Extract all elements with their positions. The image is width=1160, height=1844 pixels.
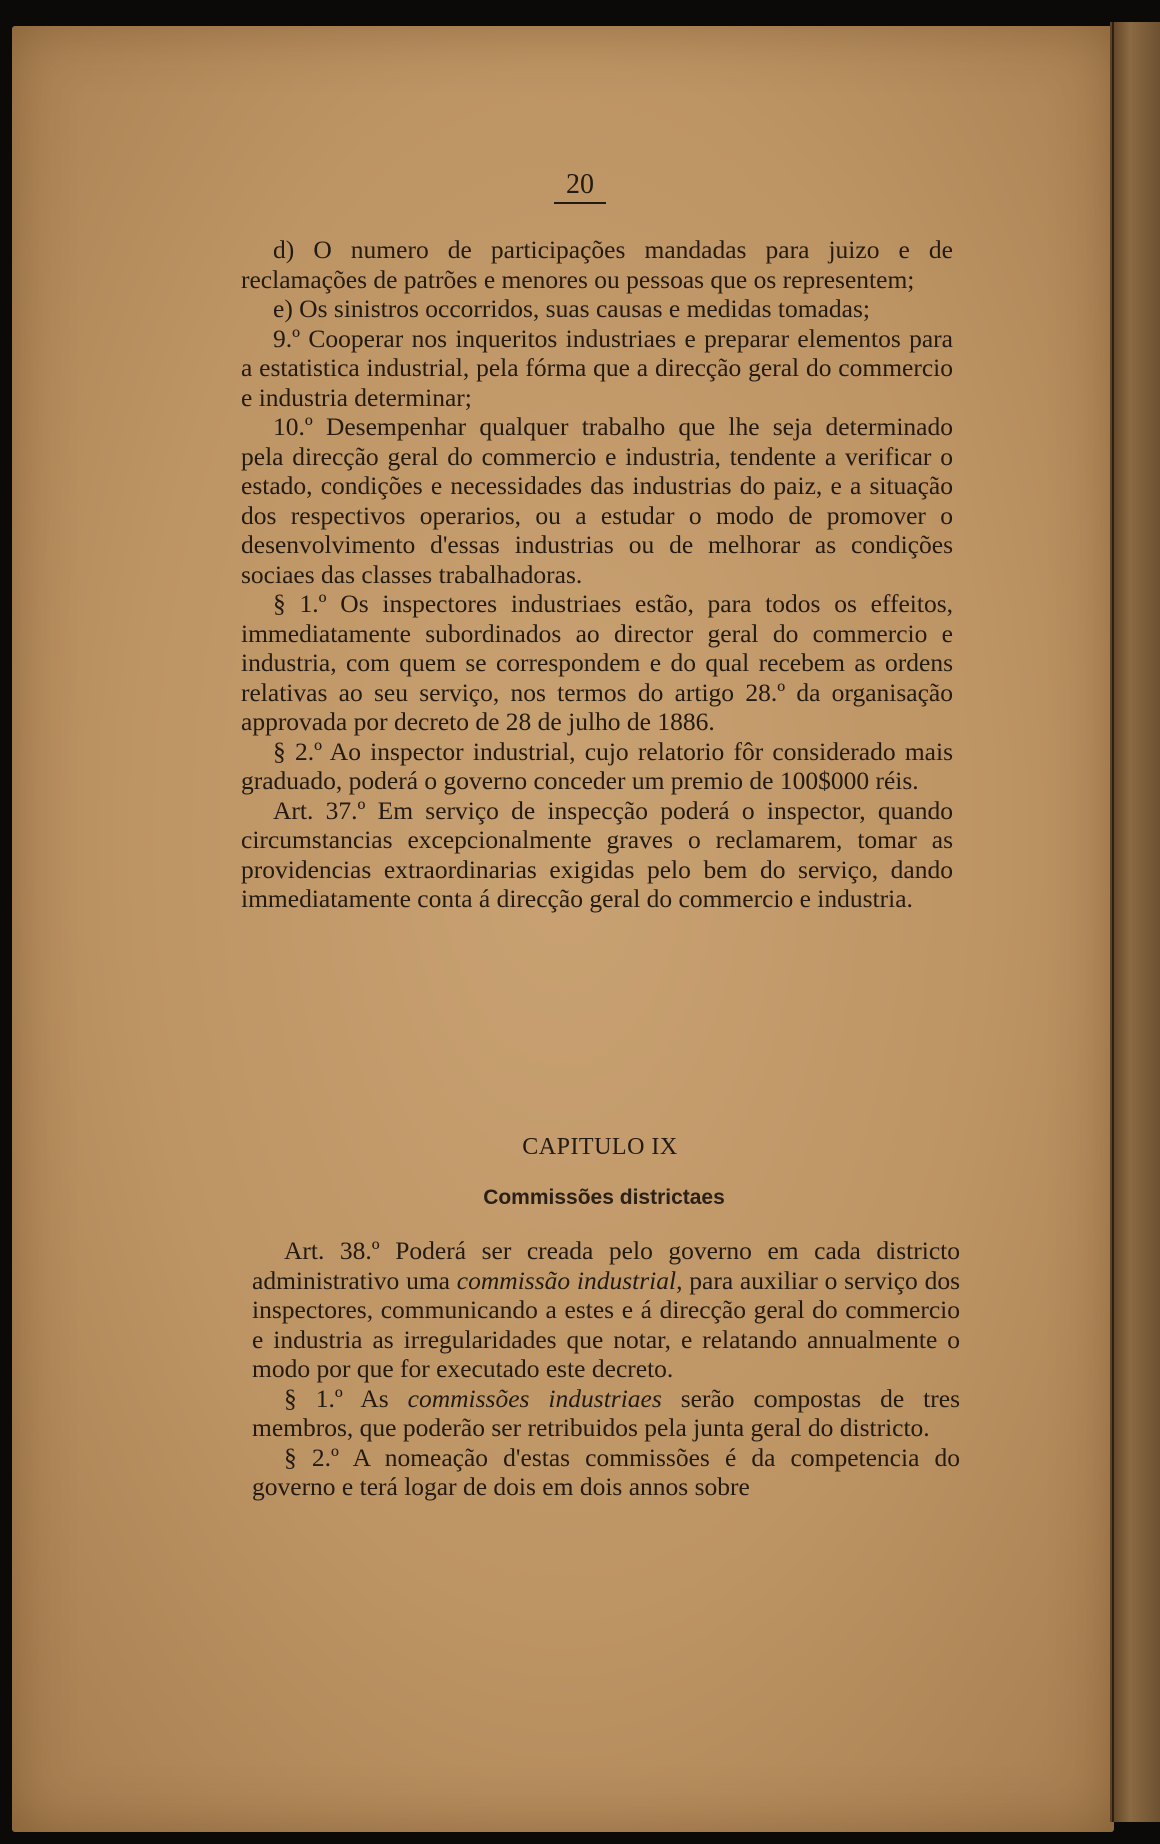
page-number: 20 <box>554 170 606 204</box>
item-9-paragraph: 9.º Cooperar nos inqueritos industriaes e preparar elementos para a estatistica industrial, pela fórma que a direcção geral do commercio e industria determinar; <box>241 323 953 412</box>
item-10-paragraph: 10.º Desempenhar qualquer trabalho que lhe seja determinado pela direcção geral do commercio e industria, tendente a verificar o estado, condições e necessidades das industrias do paiz, e a situação dos respectivos operarios, ou a estudar o modo de promover o desenvolvimento d'essas industrias ou de melhorar as condições sociaes das classes trabalhadoras. <box>241 412 953 589</box>
next-page-edge <box>1110 22 1160 1822</box>
article-38-section-1-italic-term: commissões industriaes <box>407 1383 662 1413</box>
article-38-section-2-paragraph: § 2.º A nomeação d'estas commissões é da competencia do governo e terá logar de dois em dois annos sobre <box>252 1442 960 1501</box>
article-38-section-1-end: serão compostas de tres membros, que poderão ser retribuidos pela junta geral do districto. <box>252 1383 961 1442</box>
article-38-text-start: Art. 38.º Poderá ser creada pelo governo em cada districto administrativo uma <box>252 1236 960 1295</box>
page-gutter-line <box>1112 22 1114 1822</box>
chapter-subtitle: Commissões districtaes <box>483 1186 725 1209</box>
chapter-title: CAPITULO IX <box>522 1134 678 1160</box>
article-38-text-end: para auxiliar o serviço dos inspectores, communicando a estes e á direcção geral do commercio e industria as irregularidades que notar, e relatando annualmente o modo por que for executado este decreto. <box>252 1265 960 1383</box>
article-38-section-1-start: § 1.º As <box>284 1383 408 1413</box>
article-37-paragraph: Art. 37.º Em serviço de inspecção poderá o inspector, quando circumstancias excepcionalmente graves o reclamarem, tomar as providencias extraordinarias exigidas pelo bem do serviço, dando immediatamente conta á direcção geral do commercio e industria. <box>241 795 953 913</box>
item-d-paragraph: d) O numero de participações mandadas para juizo e de reclamações de patrões e menores ou pessoas que os representem; <box>241 235 953 294</box>
body-text-upper <box>241 235 953 914</box>
section-2-paragraph: § 2.º Ao inspector industrial, cujo relatorio fôr considerado mais graduado, poderá o governo conceder um premio de 100$000 réis. <box>241 736 953 795</box>
article-38-paragraph <box>252 1236 960 1384</box>
section-1-paragraph: § 1.º Os inspectores industriaes estão, para todos os effeitos, immediatamente subordinados ao director geral do commercio e industria, com quem se correspondem e do qual recebem as ordens relativas ao seu serviço, nos termos do artigo 28.º da organisação approvada por decreto de 28 de julho de 1886. <box>241 589 953 736</box>
page-header <box>0 170 1160 204</box>
article-38-italic-term: commissão industrial, <box>456 1265 683 1295</box>
article-38-section-1-paragraph <box>252 1384 960 1443</box>
item-e-paragraph: e) Os sinistros occorridos, suas causas e medidas tomadas; <box>273 294 870 323</box>
body-text-lower <box>252 1236 960 1502</box>
